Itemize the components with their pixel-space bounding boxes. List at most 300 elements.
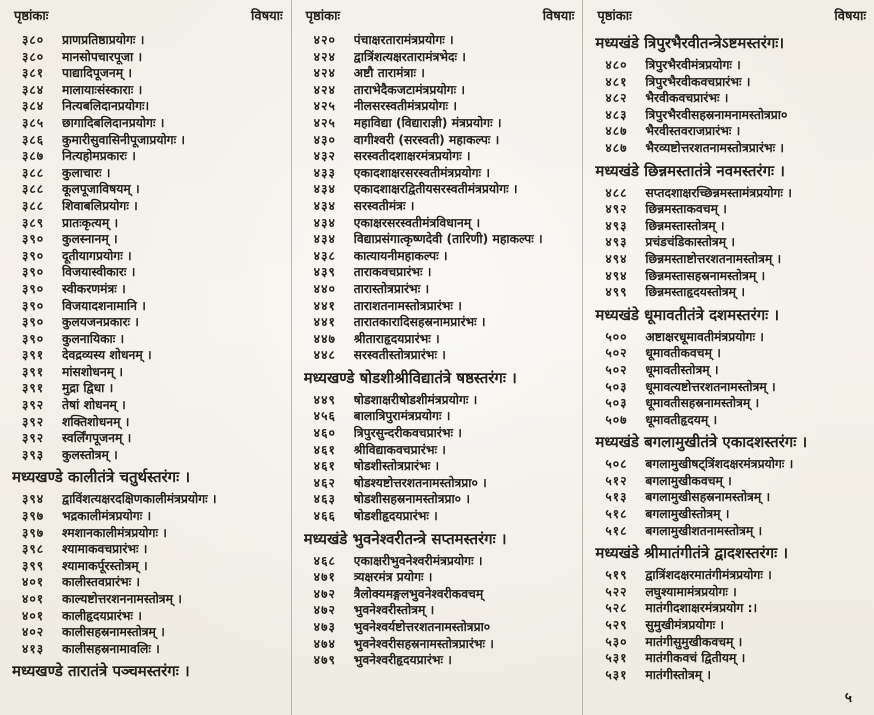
entry-title: भुवनेश्वरीस्तोत्रम् । <box>353 603 435 618</box>
entry-title: नित्यबलिदानप्रयोगः। <box>62 99 150 114</box>
toc-entry <box>12 641 285 658</box>
entry-page-number: ५१८ <box>605 523 628 538</box>
entry-title: मुद्रा द्विधा । <box>62 381 114 396</box>
toc-entry <box>595 234 868 251</box>
toc-entry <box>595 456 868 473</box>
entry-page-number: ३९० <box>22 315 45 330</box>
entry-title: ताराभेदैकजटामंत्रप्रयोगः । <box>353 82 466 97</box>
entry-page-number: ४६० <box>313 426 336 441</box>
toc-column-3 <box>582 0 874 715</box>
toc-entry <box>12 491 285 508</box>
entry-title: स्वीकरणमंत्रः । <box>62 281 126 296</box>
toc-entry <box>595 185 868 202</box>
entry-title: तारातकारादिसहस्रनामप्रारंभः । <box>353 315 486 330</box>
entry-page-number: ४४९ <box>313 392 336 407</box>
page-numbers-heading: पृष्ठांकाः <box>305 9 341 24</box>
entry-page-number: ३८५ <box>22 115 45 130</box>
toc-entry <box>304 491 577 508</box>
entry-title: विजयास्वीकारः । <box>62 265 136 280</box>
toc-column-1 <box>0 0 291 715</box>
toc-entry <box>595 523 868 540</box>
section-heading: मध्यखंडे त्रिपुरभैरवीतन्त्रेऽष्टमस्तरंगः। <box>595 34 785 52</box>
entry-page-number: ३९२ <box>22 414 45 429</box>
entry-page-number: ४०१ <box>22 608 45 623</box>
entry-title: छिन्नमस्ताष्टोत्तरशतनामस्तोत्रम् । <box>645 251 782 266</box>
toc-entry <box>12 281 285 298</box>
entry-title: वागीश्वरी (सरस्वती) महाकल्पः । <box>353 132 500 147</box>
toc-entry <box>12 430 285 447</box>
entry-page-number: ४८८ <box>605 185 628 200</box>
entry-page-number: ३८८ <box>22 182 45 197</box>
entry-title: धूमावत्यष्टोत्तरशतनामस्तोत्रम् । <box>645 379 776 394</box>
toc-entry <box>12 264 285 281</box>
toc-entry <box>595 379 868 396</box>
topics-heading: विषयाः <box>542 9 575 24</box>
entry-page-number: ५१९ <box>605 568 628 583</box>
entry-title: स्वर्लिंगपूजनम् । <box>62 431 132 446</box>
column-header <box>14 7 283 27</box>
entry-title: द्वात्रिंशत्यक्षरतारामंत्रभेदः । <box>353 49 466 64</box>
entry-title: छिन्नमस्ताकवचम् । <box>645 202 727 217</box>
entry-page-number: ४७२ <box>313 586 336 601</box>
entry-title: त्रिपुरसुन्दरीकवचप्रारंभः । <box>353 426 462 441</box>
entry-title: श्मशानकालीमंत्रप्रयोगः । <box>62 525 167 540</box>
entry-title: द्वात्रिंशदक्षरमातंगीमंत्रप्रयोगः । <box>645 568 772 583</box>
entry-page-number: ४४७ <box>313 331 336 346</box>
entry-page-number: ४३९ <box>313 265 336 280</box>
toc-entry <box>12 624 285 641</box>
entry-page-number: ४०१ <box>22 575 45 590</box>
entry-title: भुवनेश्वरीसहस्रनामस्तोत्रप्रारंभः । <box>353 636 494 651</box>
toc-entry <box>12 447 285 464</box>
entry-title: विजयादशनामानि । <box>62 298 146 313</box>
entry-page-number: ३८१ <box>22 66 45 81</box>
entry-title: मातंगीस्तोत्रम् । <box>645 667 712 682</box>
entry-title: द्वाविंशत्यक्षरदक्षिणकालीमंत्रप्रयोगः । <box>62 492 217 507</box>
entry-page-number: ४३४ <box>313 215 336 230</box>
toc-entry <box>12 231 285 248</box>
entry-title: बगलामुखीशतनामस्तोत्रम् । <box>645 523 763 538</box>
entry-page-number: ३९८ <box>22 542 45 557</box>
toc-entry <box>304 602 577 619</box>
toc-entry <box>304 248 577 265</box>
entry-title: शक्तिशोधनम् । <box>62 414 130 429</box>
toc-entry <box>304 32 577 49</box>
toc-entry <box>12 591 285 608</box>
section-heading: मध्यखंडे बगलामुखीतंत्रे एकादशस्तरंगः । <box>595 433 808 452</box>
entry-page-number: ४३४ <box>313 198 336 213</box>
entry-title: त्रिपुरभैरवीसहस्रनामनामस्तोत्रप्रा० <box>645 107 788 122</box>
entry-title: छिन्नमस्ताहृदयस्तोत्रम् । <box>645 285 745 300</box>
toc-entry <box>12 49 285 66</box>
entry-page-number: ३८० <box>22 49 45 64</box>
entry-page-number: ३८८ <box>22 198 45 213</box>
section-heading: मध्यखंडे श्रीमातंगीतंत्रे द्वादशस्तरंगः । <box>595 544 789 563</box>
entry-title: कुलस्नानम् । <box>62 232 118 247</box>
entry-title: लघुश्यामामंत्रप्रयोगः । <box>645 584 737 599</box>
entry-title: विद्याप्रसंगात्कृष्णदेवी (तारिणी) महाकल्पः । <box>353 232 543 247</box>
toc-entry <box>304 215 577 232</box>
entry-title: षोडशाक्षरीषोडशीमंत्रप्रयोगः । <box>353 392 478 407</box>
entry-page-number: ४९४ <box>605 268 628 283</box>
entry-title: एकाक्षरसरस्वतीमंत्रविधानम् । <box>353 215 481 230</box>
entry-title: श्रीताराहृदयप्रारंभः । <box>353 331 440 346</box>
entry-title: काल्यष्टोत्तरशननामस्तोत्रम् । <box>62 592 182 606</box>
entry-title: एकाक्षरीभुवनेश्वरीमंत्रप्रयोगः । <box>353 553 483 568</box>
entry-title: दूतीयागप्रयोगः । <box>62 248 132 263</box>
toc-entry <box>595 412 868 429</box>
entry-title: शिवाबलिप्रयोगः । <box>62 198 138 213</box>
toc-entry <box>595 473 868 490</box>
toc-entry <box>595 251 868 268</box>
entry-page-number: ५०३ <box>605 396 628 411</box>
entry-page-number: ४३० <box>313 132 336 147</box>
entry-title: सप्तदशाक्षरच्छिन्नमस्तामंत्रप्रयोगः । <box>645 185 792 200</box>
toc-entry <box>304 475 577 492</box>
entry-page-number: ४३८ <box>313 248 336 263</box>
toc-entry <box>304 586 577 603</box>
entry-page-number: ४६१ <box>313 442 336 457</box>
entry-page-number: ४७३ <box>313 620 336 634</box>
entry-page-number: ४६२ <box>313 475 336 490</box>
entry-title: देवद्रव्यस्य शोधनम् । <box>62 348 152 363</box>
entry-title: कूलपूजाविषयम् । <box>62 182 140 197</box>
entry-title: कुलाचारः । <box>62 165 111 180</box>
entry-page-number: ३९४ <box>22 492 45 507</box>
entry-title: कुलयजनप्रकारः । <box>62 315 139 330</box>
entry-page-number: ४७२ <box>313 603 336 618</box>
entry-page-number: ४८२ <box>605 91 628 106</box>
entry-page-number: ४३४ <box>313 182 336 197</box>
toc-entry <box>304 652 577 669</box>
toc-entry <box>595 123 868 140</box>
toc-entry <box>12 380 285 397</box>
entry-title: मांसशोधनम् । <box>62 364 124 379</box>
toc-entry <box>595 284 868 301</box>
entry-page-number: ४८० <box>605 58 628 72</box>
entry-title: भद्रकालीमंत्रप्रयोगः । <box>62 509 152 524</box>
entry-page-number: ४२४ <box>313 49 336 64</box>
toc-entry <box>12 32 285 49</box>
entry-page-number: ३९० <box>22 265 45 280</box>
entry-title: तेषां शोधनम् । <box>62 398 126 413</box>
entry-page-number: ५१८ <box>605 507 628 522</box>
entry-title: कालीसहस्रनामस्तोत्रम् । <box>62 625 165 640</box>
entry-page-number: ३९१ <box>22 364 45 379</box>
section-heading: मध्यखण्डे षोडशीश्रीविद्यातंत्रे षष्ठस्तरंगः । <box>303 368 517 387</box>
section-heading: मध्यखंडे छिन्नमस्तातंत्रे नवमस्तरंगः । <box>595 161 785 180</box>
entry-page-number: ५०७ <box>605 412 628 427</box>
toc-entry <box>12 608 285 625</box>
entry-title: बगलामुखीषट्त्रिंशदक्षरमंत्रप्रयोगः । <box>645 457 794 472</box>
entry-page-number: ५२२ <box>605 584 628 599</box>
column-header <box>306 7 575 27</box>
entry-page-number: ५०२ <box>605 362 628 377</box>
entry-page-number: ४९२ <box>605 202 628 217</box>
entry-title: नीलसरस्वतीमंत्रप्रयोगः । <box>353 99 457 114</box>
toc-entry <box>595 634 868 651</box>
toc-entry <box>12 82 285 99</box>
entry-page-number: ३९२ <box>22 431 45 446</box>
toc-entry <box>595 650 868 667</box>
entry-page-number: ३८६ <box>22 132 45 147</box>
entry-page-number: ४८१ <box>605 74 628 89</box>
entry-page-number: ३९० <box>22 298 45 313</box>
toc-entry <box>12 181 285 198</box>
entry-title: त्रिपुरभैरवीकवचप्रारंभः । <box>645 74 751 89</box>
toc-entry <box>304 115 577 132</box>
topics-heading: विषयाः <box>251 9 283 24</box>
toc-entry <box>595 362 868 379</box>
entry-title: अष्टौ तारामंत्राः । <box>353 66 425 81</box>
entry-title: कालीसहस्रनामावलिः । <box>62 641 160 656</box>
toc-entry <box>12 347 285 364</box>
entry-title: षोडशीहृदयप्रारंभः । <box>353 509 438 524</box>
entry-page-number: ४४० <box>313 281 336 296</box>
toc-entry <box>304 281 577 298</box>
entry-page-number: ४३४ <box>313 232 336 247</box>
entry-title: मातंगीदशाक्षरमंत्रप्रयोग :। <box>645 601 758 616</box>
entry-page-number: ५०२ <box>605 346 628 361</box>
toc-entry <box>12 574 285 591</box>
entry-page-number: ४२५ <box>313 115 336 130</box>
entry-title: षोडशीसहस्रनामस्तोत्रप्रा० । <box>353 492 471 507</box>
entry-page-number: ३९१ <box>22 381 45 396</box>
toc-entry <box>12 132 285 149</box>
entry-page-number: ४२४ <box>313 82 336 97</box>
toc-entry <box>304 508 577 525</box>
toc-entry <box>304 619 577 636</box>
entry-page-number: ३९७ <box>22 525 45 540</box>
entry-title: धूमावतीकवचम् । <box>645 346 721 361</box>
entry-title: छिन्नमस्तास्तोत्रम् । <box>645 218 725 233</box>
entry-title: भुवनेश्वर्यष्टोत्तरशतनामस्तोत्रप्रा० <box>353 620 491 634</box>
toc-entry <box>595 584 868 601</box>
entry-title: प्रातःकृत्यम् । <box>62 215 119 230</box>
entry-title: धूमावतीहृदयम् । <box>645 412 718 427</box>
entry-title: छिन्नमस्तासहस्रनामस्तोत्रम् । <box>645 268 766 283</box>
toc-entry <box>12 65 285 82</box>
entry-title: कुलनायिकाः । <box>62 331 125 346</box>
toc-entry <box>304 636 577 653</box>
toc-entry <box>304 98 577 115</box>
entry-title: धूमावतीस्तोत्रम् । <box>645 362 719 377</box>
entry-page-number: ३८७ <box>22 149 45 164</box>
toc-entry <box>595 395 868 412</box>
toc-entry <box>12 558 285 575</box>
entry-title: सुमुखीमंत्रप्रयोगः । <box>645 618 725 633</box>
entry-title: एकादशाक्षरद्वितीयसरस्वतीमंत्रप्रयोगः । <box>353 182 518 197</box>
entry-title: कालीस्तवप्रारंभः । <box>62 575 141 590</box>
entry-page-number: ४२४ <box>313 66 336 81</box>
entry-page-number: ४५६ <box>313 409 336 424</box>
entry-page-number: ५०८ <box>605 457 628 472</box>
toc-entry <box>304 65 577 82</box>
toc-entry <box>304 132 577 149</box>
entry-title: महाविद्या (विद्याराज्ञी) मंत्रप्रयोगः । <box>353 115 502 130</box>
toc-entry <box>595 667 868 684</box>
entry-page-number: ४४१ <box>313 315 336 330</box>
entry-title: प्राणप्रतिष्ठाप्रयोगः । <box>62 33 145 47</box>
entry-title: प्रचंडचंडिकास्तोत्रम् । <box>645 235 735 250</box>
entry-title: त्र्यक्षरमंत्र प्रयोगः । <box>353 570 433 585</box>
entry-page-number: ४६१ <box>313 459 336 474</box>
entry-page-number: ४६३ <box>313 492 336 507</box>
page-number: ५ <box>844 690 852 706</box>
toc-entry <box>595 57 868 74</box>
section-heading: मध्यखंडे भुवनेश्वरीतन्त्रे सप्तमस्तरंगः । <box>303 529 507 548</box>
toc-entry <box>304 314 577 331</box>
toc-entry <box>595 506 868 523</box>
entry-title: बगलामुखीकवचम् । <box>645 473 732 488</box>
entry-page-number: ३९३ <box>22 447 45 462</box>
entry-page-number: ५१२ <box>605 473 628 488</box>
entry-title: भैरवीस्तवराजप्रारंभः । <box>645 124 741 139</box>
entry-title: भैरव्यष्टोत्तरशतनामस्तोत्रप्रारंभः । <box>645 140 785 155</box>
section-heading: मध्यखंडे धूमावतीतंत्रे दशमस्तरंगः । <box>595 305 780 324</box>
entry-title: सरस्वतीस्तोत्रप्रारंभः । <box>353 348 446 363</box>
entry-page-number: ४७४ <box>313 636 336 651</box>
toc-entry <box>12 165 285 182</box>
entry-page-number: ३९० <box>22 331 45 346</box>
entry-title: मानसोपचारपूजा । <box>62 49 143 64</box>
toc-entry <box>12 198 285 215</box>
toc-entry <box>304 392 577 409</box>
entry-title: भैरवीकवचप्रारंभः । <box>645 91 729 106</box>
entry-page-number: ३९० <box>22 232 45 247</box>
entry-page-number: ४८७ <box>605 140 628 155</box>
entry-page-number: ५०३ <box>605 379 628 394</box>
entry-page-number: ४०१ <box>22 592 45 606</box>
toc-entry <box>304 198 577 215</box>
entry-page-number: ४६८ <box>313 553 336 568</box>
toc-column-2 <box>291 0 583 715</box>
entry-page-number: ५३१ <box>605 667 628 682</box>
entry-page-number: ४८७ <box>605 124 628 139</box>
entry-title: त्रिपुरभैरवीमंत्रप्रयोगः । <box>645 58 741 72</box>
entry-title: बालात्रिपुरामंत्रप्रयोगः । <box>353 409 451 424</box>
toc-entry <box>595 489 868 506</box>
toc-entry <box>304 408 577 425</box>
section-heading: मध्यखण्डे तारातंत्रे पञ्चमस्तरंगः । <box>12 662 190 681</box>
section-heading: मध्यखण्डे कालीतंत्रे चतुर्थस्तरंगः । <box>12 468 191 487</box>
entry-page-number: ३९० <box>22 281 45 296</box>
toc-entry <box>595 567 868 584</box>
toc-entry <box>304 347 577 364</box>
toc-entry <box>595 107 868 124</box>
toc-entry <box>12 314 285 331</box>
entry-page-number: ४६६ <box>313 509 336 524</box>
toc-entry <box>304 82 577 99</box>
entry-page-number: ३८४ <box>22 99 45 114</box>
entry-page-number: ४९३ <box>605 218 628 233</box>
entry-page-number: ४९३ <box>605 235 628 250</box>
toc-entry <box>304 553 577 570</box>
entry-title: कालीहृदयप्रारंभः । <box>62 608 142 623</box>
toc-entry <box>12 397 285 414</box>
entry-page-number: ४८३ <box>605 107 628 122</box>
toc-entry <box>595 218 868 235</box>
entry-page-number: ४०२ <box>22 625 45 640</box>
entry-page-number: ३९१ <box>22 348 45 363</box>
entry-title: सरस्वतीदशाक्षरमंत्रप्रयोगः । <box>353 149 471 164</box>
entry-title: कुमारीसुवासिनीपूजाप्रयोगः । <box>62 132 185 147</box>
entry-page-number: ३९२ <box>22 398 45 413</box>
toc-entry <box>595 268 868 285</box>
toc-entry <box>304 181 577 198</box>
toc-entry <box>595 201 868 218</box>
toc-entry <box>304 264 577 281</box>
toc-entry <box>304 442 577 459</box>
toc-entry <box>595 140 868 157</box>
toc-entry <box>12 215 285 232</box>
entry-page-number: ४३२ <box>313 149 336 164</box>
entry-title: मातंगीकवचं द्वितीयम् । <box>645 651 746 666</box>
entry-title: सरस्वतीमंत्रः । <box>353 198 415 213</box>
toc-entry <box>304 458 577 475</box>
entry-title: छागादिबलिदानप्रयोगः । <box>62 115 165 130</box>
toc-entry <box>304 49 577 66</box>
entry-page-number: ३८९ <box>22 215 45 230</box>
toc-entry <box>12 298 285 315</box>
entry-title: तारास्तोत्रप्रारंभः । <box>353 281 430 296</box>
entry-title: धूमावतीसहस्रनामस्तोत्रम् । <box>645 396 760 411</box>
toc-entry <box>12 508 285 525</box>
entry-page-number: ४७१ <box>313 570 336 585</box>
entry-page-number: ४१३ <box>22 641 45 656</box>
entry-title: ताराशतनामस्तोत्रप्रारंभः । <box>353 298 462 313</box>
toc-entry <box>12 331 285 348</box>
entry-page-number: ३८४ <box>22 82 45 97</box>
toc-entry <box>12 115 285 132</box>
entry-title: श्यामाकवचप्रारंभः । <box>62 542 148 557</box>
toc-entry <box>12 148 285 165</box>
entry-page-number: ४७९ <box>313 653 336 668</box>
entry-title: कात्यायनीमहाकल्पः । <box>353 248 448 263</box>
toc-entry <box>304 569 577 586</box>
toc-entry <box>12 525 285 542</box>
entry-title: श्रीविद्याकवचप्रारंभः । <box>353 442 446 457</box>
toc-entry <box>595 90 868 107</box>
entry-title: बगलामुखीसहस्रनामस्तोत्रम् । <box>645 490 771 505</box>
toc-entry <box>12 414 285 431</box>
entry-title: षोडशीस्तोत्रप्रारंभः । <box>353 459 440 474</box>
entry-page-number: ३८८ <box>22 165 45 180</box>
entry-title: मातंगीसुमुखीकवचम् । <box>645 634 743 649</box>
entry-page-number: ४२० <box>313 33 336 47</box>
toc-entry <box>595 617 868 634</box>
entry-title: एकादशाक्षरसरस्वतीमंत्रप्रयोगः । <box>353 165 490 180</box>
toc-entry <box>595 345 868 362</box>
entry-title: श्यामाकर्पूरस्तोत्रम् । <box>62 558 148 573</box>
entry-title: त्रैलोक्यमङ्गलभुवनेश्वरीकवचम् <box>353 586 484 601</box>
entry-page-number: ३९० <box>22 248 45 263</box>
toc-entry <box>304 231 577 248</box>
entry-title: नित्यहोमप्रकारः । <box>62 149 136 164</box>
toc-entry <box>595 74 868 91</box>
toc-entry <box>12 364 285 381</box>
entry-title: ताराकवचप्रारंभः । <box>353 265 432 280</box>
toc-entry <box>304 148 577 165</box>
toc-entry <box>304 165 577 182</box>
column-header <box>597 7 866 27</box>
toc-entry <box>12 541 285 558</box>
entry-page-number: ३९९ <box>22 558 45 573</box>
page-numbers-heading: पृष्ठांकाः <box>597 9 632 24</box>
entry-page-number: ५१३ <box>605 490 628 505</box>
toc-entry <box>304 298 577 315</box>
entry-page-number: ४४१ <box>313 298 336 313</box>
